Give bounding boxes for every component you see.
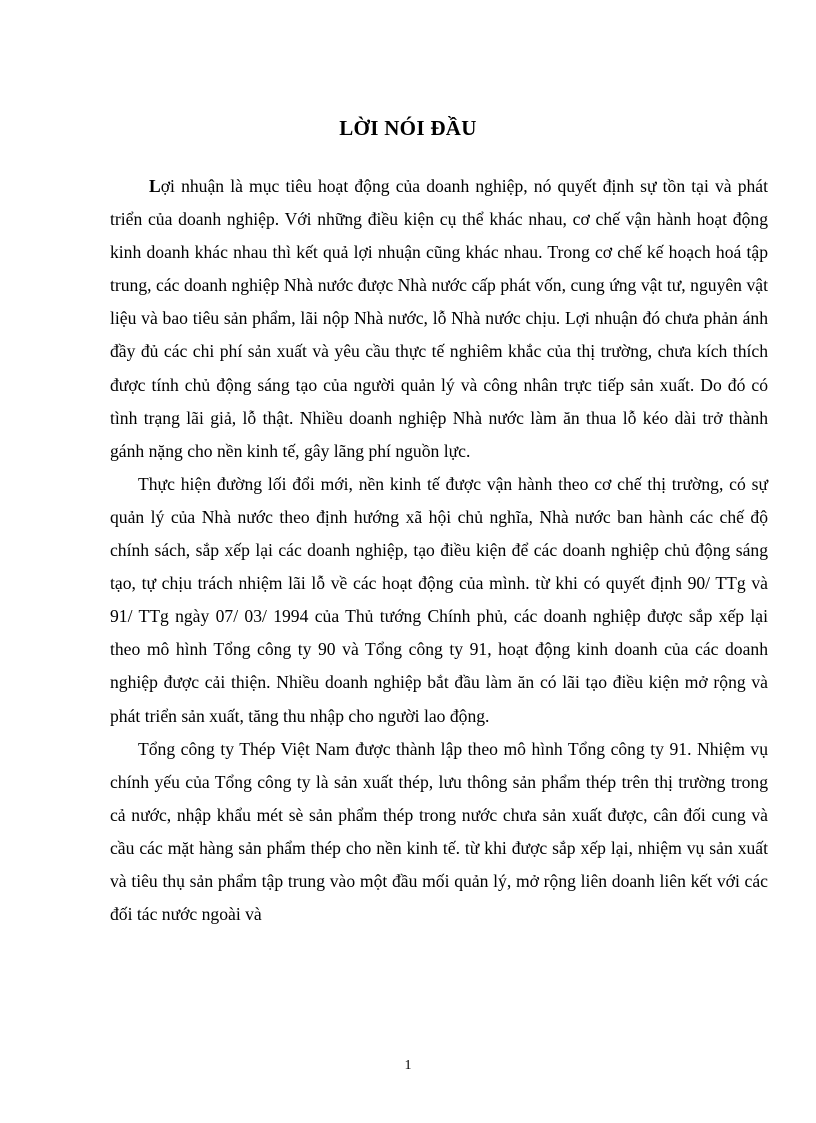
- page-number: 1: [404, 1058, 412, 1073]
- paragraph-1: [110, 170, 768, 468]
- paragraph-1-first-letter: L: [149, 176, 161, 196]
- paragraph-2: Thực hiện đường lối đổi mới, nền kinh tế được vận hành theo cơ chế thị trường, có sự quản lý của Nhà nước theo định hướng xã hội chủ nghĩa, Nhà nước ban hành các chế độ chính sách, sắp xếp lại các doanh nghiệp, tạo điều kiện để các doanh nghiệp chủ động sáng tạo, tự chịu trách nhiệm lãi lỗ về các hoạt động của mình. từ khi có quyết định 90/ TTg và 91/ TTg ngày 07/ 03/ 1994 của Thủ tướng Chính phủ, các doanh nghiệp được sắp xếp lại theo mô hình Tổng công ty 90 và Tổng công ty 91, hoạt động kinh doanh của các doanh nghiệp được cải thiện. Nhiều doanh nghiệp bắt đầu làm ăn có lãi tạo điều kiện mở rộng và phát triển sản xuất, tăng thu nhập cho người lao động.: [110, 473, 768, 726]
- paragraph-1-text: ợi nhuận là mục tiêu hoạt động của doanh nghiệp, nó quyết định sự tồn tại và phát triển của doanh nghiệp. Với những điều kiện cụ thể khác nhau, cơ chế vận hành hoạt động kinh doanh khác nhau thì kết quả lợi nhuận cũng khác nhau. Trong cơ chế kế hoạch hoá tập trung, các doanh nghiệp Nhà nước được Nhà nước cấp phát vốn, cung ứng vật tư, nguyên vật liệu và bao tiêu sản phẩm, lãi nộp Nhà nước, lỗ Nhà nước chịu. Lợi nhuận đó chưa phản ánh đầy đủ các chi phí sản xuất và yêu cầu thực tế nghiêm khắc của thị trường, chưa kích thích được tính chủ động sáng tạo của người quản lý và công nhân trực tiếp sản xuất. Do đó có tình trạng lãi giả, lỗ thật. Nhiều doanh nghiệp Nhà nước làm ăn thua lỗ kéo dài trở thành gánh nặng cho nền kinh tế, gây lãng phí nguồn lực.: [110, 176, 768, 461]
- paragraph-3: Tổng công ty Thép Việt Nam được thành lập theo mô hình Tổng công ty 91. Nhiệm vụ chính yếu của Tổng công ty là sản xuất thép, lưu thông sản phẩm thép trên thị trường trong cả nước, nhập khẩu mét sè sản phẩm thép trong nước chưa sản xuất được, cân đối cung và cầu các mặt hàng sản phẩm thép cho nền kinh tế. từ khi được sắp xếp lại, nhiệm vụ sản xuất và tiêu thụ sản phẩm tập trung vào một đầu mối quản lý, mở rộng liên doanh liên kết với các đối tác nước ngoài và: [110, 738, 768, 925]
- document-body: [110, 170, 768, 931]
- document-title: LỜI NÓI ĐẦU: [339, 116, 477, 140]
